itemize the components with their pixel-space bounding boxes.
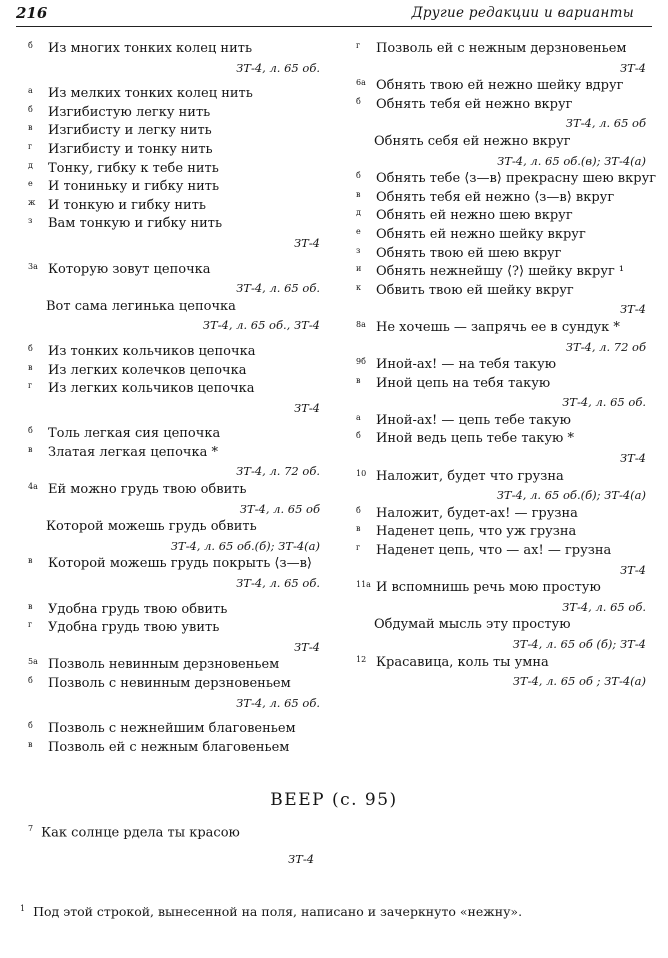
source-reference xyxy=(28,399,320,418)
variant-line xyxy=(356,96,646,115)
source-reference xyxy=(356,300,646,319)
variant-line xyxy=(356,189,646,208)
variant-line xyxy=(28,425,320,444)
source-reference xyxy=(28,574,320,593)
source-reference xyxy=(28,537,320,556)
variant-marker: а xyxy=(28,86,33,96)
source-text: ЗТ-4, л. 65 об xyxy=(565,116,646,131)
source-text: ЗТ-4 xyxy=(293,235,320,250)
variant-text: Толь легкая сия цепочка xyxy=(48,426,221,442)
source-text: ЗТ-4 xyxy=(293,639,320,654)
source-reference xyxy=(356,152,646,171)
variant-line xyxy=(356,654,646,673)
variant-text: И тонкую и гибку нить xyxy=(48,197,206,213)
variant-line xyxy=(28,122,320,141)
spacer xyxy=(28,417,320,425)
variant-line xyxy=(356,226,646,245)
variant-line xyxy=(28,141,320,160)
source-text: ЗТ-4 xyxy=(619,302,646,317)
source-reference xyxy=(356,393,646,412)
source-text: ЗТ-4, л. 65 об.(б); ЗТ-4(а) xyxy=(496,488,646,503)
variant-line xyxy=(356,430,646,449)
source-text: ЗТ-4, л. 65 об. xyxy=(236,576,320,591)
variant-line xyxy=(28,104,320,123)
variant-line xyxy=(356,245,646,264)
variant-text: Наденет цепь, что уж грузна xyxy=(376,524,577,540)
variant-marker: б xyxy=(28,426,33,436)
variant-line xyxy=(28,343,320,362)
variant-text: Из мелких тонких колец нить xyxy=(48,86,253,102)
variant-text: Обдумай мысль эту простую xyxy=(374,617,571,633)
variant-text: Удобна грудь твою обвить xyxy=(48,601,228,617)
spacer xyxy=(28,335,320,343)
variant-line xyxy=(28,85,320,104)
source-text: ЗТ-4, л. 65 об. xyxy=(562,599,646,614)
source-reference xyxy=(28,316,320,335)
variant-line xyxy=(28,362,320,381)
variant-text: Наложит, будет что грузна xyxy=(376,468,564,484)
variant-line xyxy=(356,40,646,59)
source-reference xyxy=(28,59,320,78)
variant-text: Которой можешь грудь покрыть ⟨з—в⟩ xyxy=(48,556,312,572)
variant-marker: 4а xyxy=(28,482,38,492)
variant-marker: з xyxy=(356,245,361,255)
variant-marker: в xyxy=(28,362,33,372)
variant-line xyxy=(356,263,646,282)
spacer xyxy=(28,593,320,601)
variant-marker: е xyxy=(28,179,33,189)
source-text: ЗТ-4, л. 65 об.(в); ЗТ-4(а) xyxy=(497,153,646,168)
variant-line xyxy=(28,619,320,638)
variant-marker: в xyxy=(28,556,33,566)
variant-line xyxy=(28,261,320,280)
variant-marker: в xyxy=(28,601,33,611)
variant-marker: 5а xyxy=(28,657,38,667)
variant-marker: г xyxy=(356,41,361,50)
variant-marker: в xyxy=(28,123,33,133)
source-text: ЗТ-4, л. 65 об. xyxy=(236,695,320,710)
variant-line xyxy=(28,518,320,537)
variant-marker: 10 xyxy=(356,468,367,478)
variant-marker: 11а xyxy=(356,580,371,590)
source-reference xyxy=(356,449,646,468)
variant-text: Которой можешь грудь обвить xyxy=(46,519,257,535)
variant-text: Красавица, коль ты умна xyxy=(376,654,549,670)
variant-text: Наложит, будет-ах! — грузна xyxy=(376,505,578,521)
variant-text: Которую зовут цепочка xyxy=(48,261,211,277)
variant-marker: б xyxy=(356,431,361,441)
source-reference xyxy=(356,486,646,505)
variant-text: Обнять нежнейшу ⟨?⟩ шейку вкруг ¹ xyxy=(376,264,625,280)
variant-marker: в xyxy=(356,189,361,199)
variant-line xyxy=(356,542,646,561)
source-text: ЗТ-4, л. 65 об ; ЗТ-4(а) xyxy=(512,674,646,689)
variant-marker: б xyxy=(356,505,361,515)
variant-text: Позволь невинным дерзновеньем xyxy=(48,657,280,673)
variant-line xyxy=(28,444,320,463)
variant-line xyxy=(28,675,320,694)
source-text: ЗТ-4 xyxy=(619,451,646,466)
spacer xyxy=(28,253,320,261)
source-reference xyxy=(356,561,646,580)
variant-line xyxy=(356,579,646,598)
variant-text: Из многих тонких колец нить xyxy=(48,41,253,56)
variant-text: Позволь ей с нежным дерзновеньем xyxy=(376,41,627,56)
variant-text: Обнять тебя ей нежно вкруг xyxy=(376,96,573,112)
variant-text: Вот сама легинька цепочка xyxy=(46,298,236,314)
variant-marker: в xyxy=(28,444,33,454)
source-text: ЗТ-4, л. 65 об xyxy=(239,501,320,516)
source-text: ЗТ-4 xyxy=(619,60,646,75)
right-column xyxy=(356,40,657,691)
variant-line xyxy=(28,215,320,234)
variant-marker: ж xyxy=(28,197,36,207)
variant-line xyxy=(356,412,646,431)
variant-marker: г xyxy=(28,620,33,630)
variant-text: Из легких кольчиков цепочка xyxy=(48,381,255,397)
source-reference xyxy=(28,462,320,481)
variant-marker: г xyxy=(28,381,33,391)
source-text: ЗТ-4, л. 65 об. xyxy=(562,395,646,410)
verse-marker: 7 xyxy=(28,824,34,833)
variant-line xyxy=(356,523,646,542)
variant-line xyxy=(28,739,320,758)
page-header xyxy=(16,4,652,27)
variant-line xyxy=(28,720,320,739)
variant-text: Златая легкая цепочка * xyxy=(48,444,219,460)
variant-line xyxy=(28,298,320,317)
variant-text: Обнять себя ей нежно вкруг xyxy=(374,133,571,149)
variant-text: Обнять тебя ей нежно ⟨з—в⟩ вкруг xyxy=(376,189,615,205)
source-reference xyxy=(356,672,646,691)
variant-text: Из легких колечков цепочка xyxy=(48,362,247,378)
variant-marker: в xyxy=(356,375,361,385)
variant-marker: г xyxy=(28,141,33,151)
variant-text: Изгибистую легку нить xyxy=(48,104,211,120)
variant-line xyxy=(28,197,320,216)
variant-text: Обнять твою ей шею вкруг xyxy=(376,245,562,261)
variant-text: И вспомнишь речь мою простую xyxy=(376,580,601,596)
variant-line xyxy=(356,356,646,375)
variant-text: Обнять тебе ⟨з—в⟩ прекрасну шею вкруг xyxy=(376,171,657,187)
variant-line xyxy=(356,207,646,226)
variant-text: Позволь с невинным дерзновеньем xyxy=(48,676,291,691)
variant-text: Обнять ей нежно шею вкруг xyxy=(376,208,573,224)
variant-line xyxy=(28,601,320,620)
variant-line xyxy=(28,160,320,179)
footnote-text: Под этой строкой, вынесенной на поля, написано и зачеркнуто «нежну». xyxy=(33,904,523,920)
variant-text: Позволь ей с нежным благовеньем xyxy=(48,739,290,755)
variant-line xyxy=(356,77,646,96)
variant-text: Обнять ей нежно шейку вкруг xyxy=(376,226,586,242)
variant-text: Ей можно грудь твою обвить xyxy=(48,482,247,498)
source-reference xyxy=(28,638,320,657)
source-text: ЗТ-4 xyxy=(619,562,646,577)
variant-line xyxy=(28,656,320,675)
variant-text: Из тонких кольчиков цепочка xyxy=(48,343,256,359)
variant-marker: 6а xyxy=(356,78,366,88)
variant-marker: б xyxy=(28,41,33,50)
variant-marker: 12 xyxy=(356,654,367,664)
variant-text: Удобна грудь твою увить xyxy=(48,620,220,636)
variant-marker: з xyxy=(28,216,33,226)
source-text: ЗТ-4, л. 65 об., ЗТ-4 xyxy=(202,318,320,333)
variant-marker: а xyxy=(356,412,361,422)
verse-text: Как солнце рдела ты красою xyxy=(41,825,240,841)
variant-text: Иной ведь цепь тебе такую * xyxy=(376,431,574,447)
variant-text: Изгибисту и тонку нить xyxy=(48,141,213,157)
source-reference xyxy=(356,59,646,78)
section-source: ЗТ-4 xyxy=(288,852,315,866)
source-reference xyxy=(28,694,320,713)
variant-marker: к xyxy=(356,282,361,292)
footnote-marker: 1 xyxy=(20,904,26,913)
variant-marker: д xyxy=(356,208,361,218)
variant-text: Иной-ах! — цепь тебе такую xyxy=(376,412,571,428)
variant-text: И тониньку и гибку нить xyxy=(48,179,220,195)
variant-marker: б xyxy=(28,343,33,353)
variant-marker: б xyxy=(28,676,33,685)
source-reference xyxy=(356,598,646,617)
variant-marker: г xyxy=(356,543,361,553)
variant-text: Иной цепь на тебя такую xyxy=(376,375,551,391)
source-text: ЗТ-4 xyxy=(293,400,320,415)
running-head: Другие редакции и варианты xyxy=(411,5,634,21)
spacer xyxy=(28,712,320,720)
source-text: ЗТ-4, л. 65 об. xyxy=(236,281,320,296)
variant-marker: е xyxy=(356,226,361,236)
source-reference xyxy=(28,279,320,298)
variant-line xyxy=(356,616,646,635)
variant-line xyxy=(356,375,646,394)
variant-line xyxy=(28,481,320,500)
source-text: ЗТ-4, л. 72 об. xyxy=(236,464,320,479)
variant-line xyxy=(28,178,320,197)
spacer xyxy=(28,77,320,85)
source-text: ЗТ-4, л. 65 об (б); ЗТ-4 xyxy=(512,637,646,651)
variant-marker: д xyxy=(28,160,33,170)
source-reference xyxy=(356,114,646,133)
variant-line xyxy=(356,505,646,524)
variant-marker: 9б xyxy=(356,357,366,367)
variant-marker: 3а xyxy=(28,261,38,271)
section-title: ВЕЕР (с. 95) xyxy=(270,790,398,810)
source-reference xyxy=(28,234,320,253)
variant-line xyxy=(356,468,646,487)
footnote xyxy=(20,904,522,919)
variant-line xyxy=(356,282,646,301)
variant-text: Изгибисту и легку нить xyxy=(48,123,212,139)
source-reference xyxy=(356,338,646,357)
variant-line xyxy=(356,319,646,338)
variant-text: Обнять твою ей нежно шейку вдруг xyxy=(376,78,624,94)
variant-line xyxy=(28,40,320,59)
variant-marker: в xyxy=(356,524,361,534)
source-reference xyxy=(28,500,320,519)
source-text: ЗТ-4, л. 65 об.(б); ЗТ-4(а) xyxy=(170,538,320,553)
variant-line xyxy=(28,380,320,399)
source-reference xyxy=(356,635,646,654)
variant-text: Не хочешь — запрячь ее в сундук * xyxy=(376,319,620,335)
variant-marker: б xyxy=(356,96,361,106)
variant-text: Обвить твою ей шейку вкруг xyxy=(376,282,574,298)
variant-line xyxy=(356,170,657,189)
variant-text: Позволь с нежнейшим благовеньем xyxy=(48,721,296,737)
source-text: ЗТ-4, л. 65 об. xyxy=(236,60,320,75)
page-number: 216 xyxy=(16,4,48,22)
variant-text: Вам тонкую и гибку нить xyxy=(48,216,223,232)
variant-text: Наденет цепь, что — ах! — грузна xyxy=(376,543,612,559)
variant-marker: 8а xyxy=(356,319,366,329)
left-column xyxy=(28,40,320,757)
variant-line xyxy=(28,555,320,574)
variant-marker: в xyxy=(28,739,33,749)
variant-text: Тонку, гибку к тебе нить xyxy=(48,160,219,176)
section-verse-line xyxy=(28,824,240,840)
variant-text: Иной-ах! — на тебя такую xyxy=(376,357,557,373)
variant-marker: б xyxy=(356,171,361,181)
variant-marker: б xyxy=(28,104,33,114)
variant-marker: и xyxy=(356,264,362,274)
variant-line xyxy=(356,133,646,152)
variant-marker: б xyxy=(28,721,33,731)
source-text: ЗТ-4, л. 72 об xyxy=(565,339,646,354)
